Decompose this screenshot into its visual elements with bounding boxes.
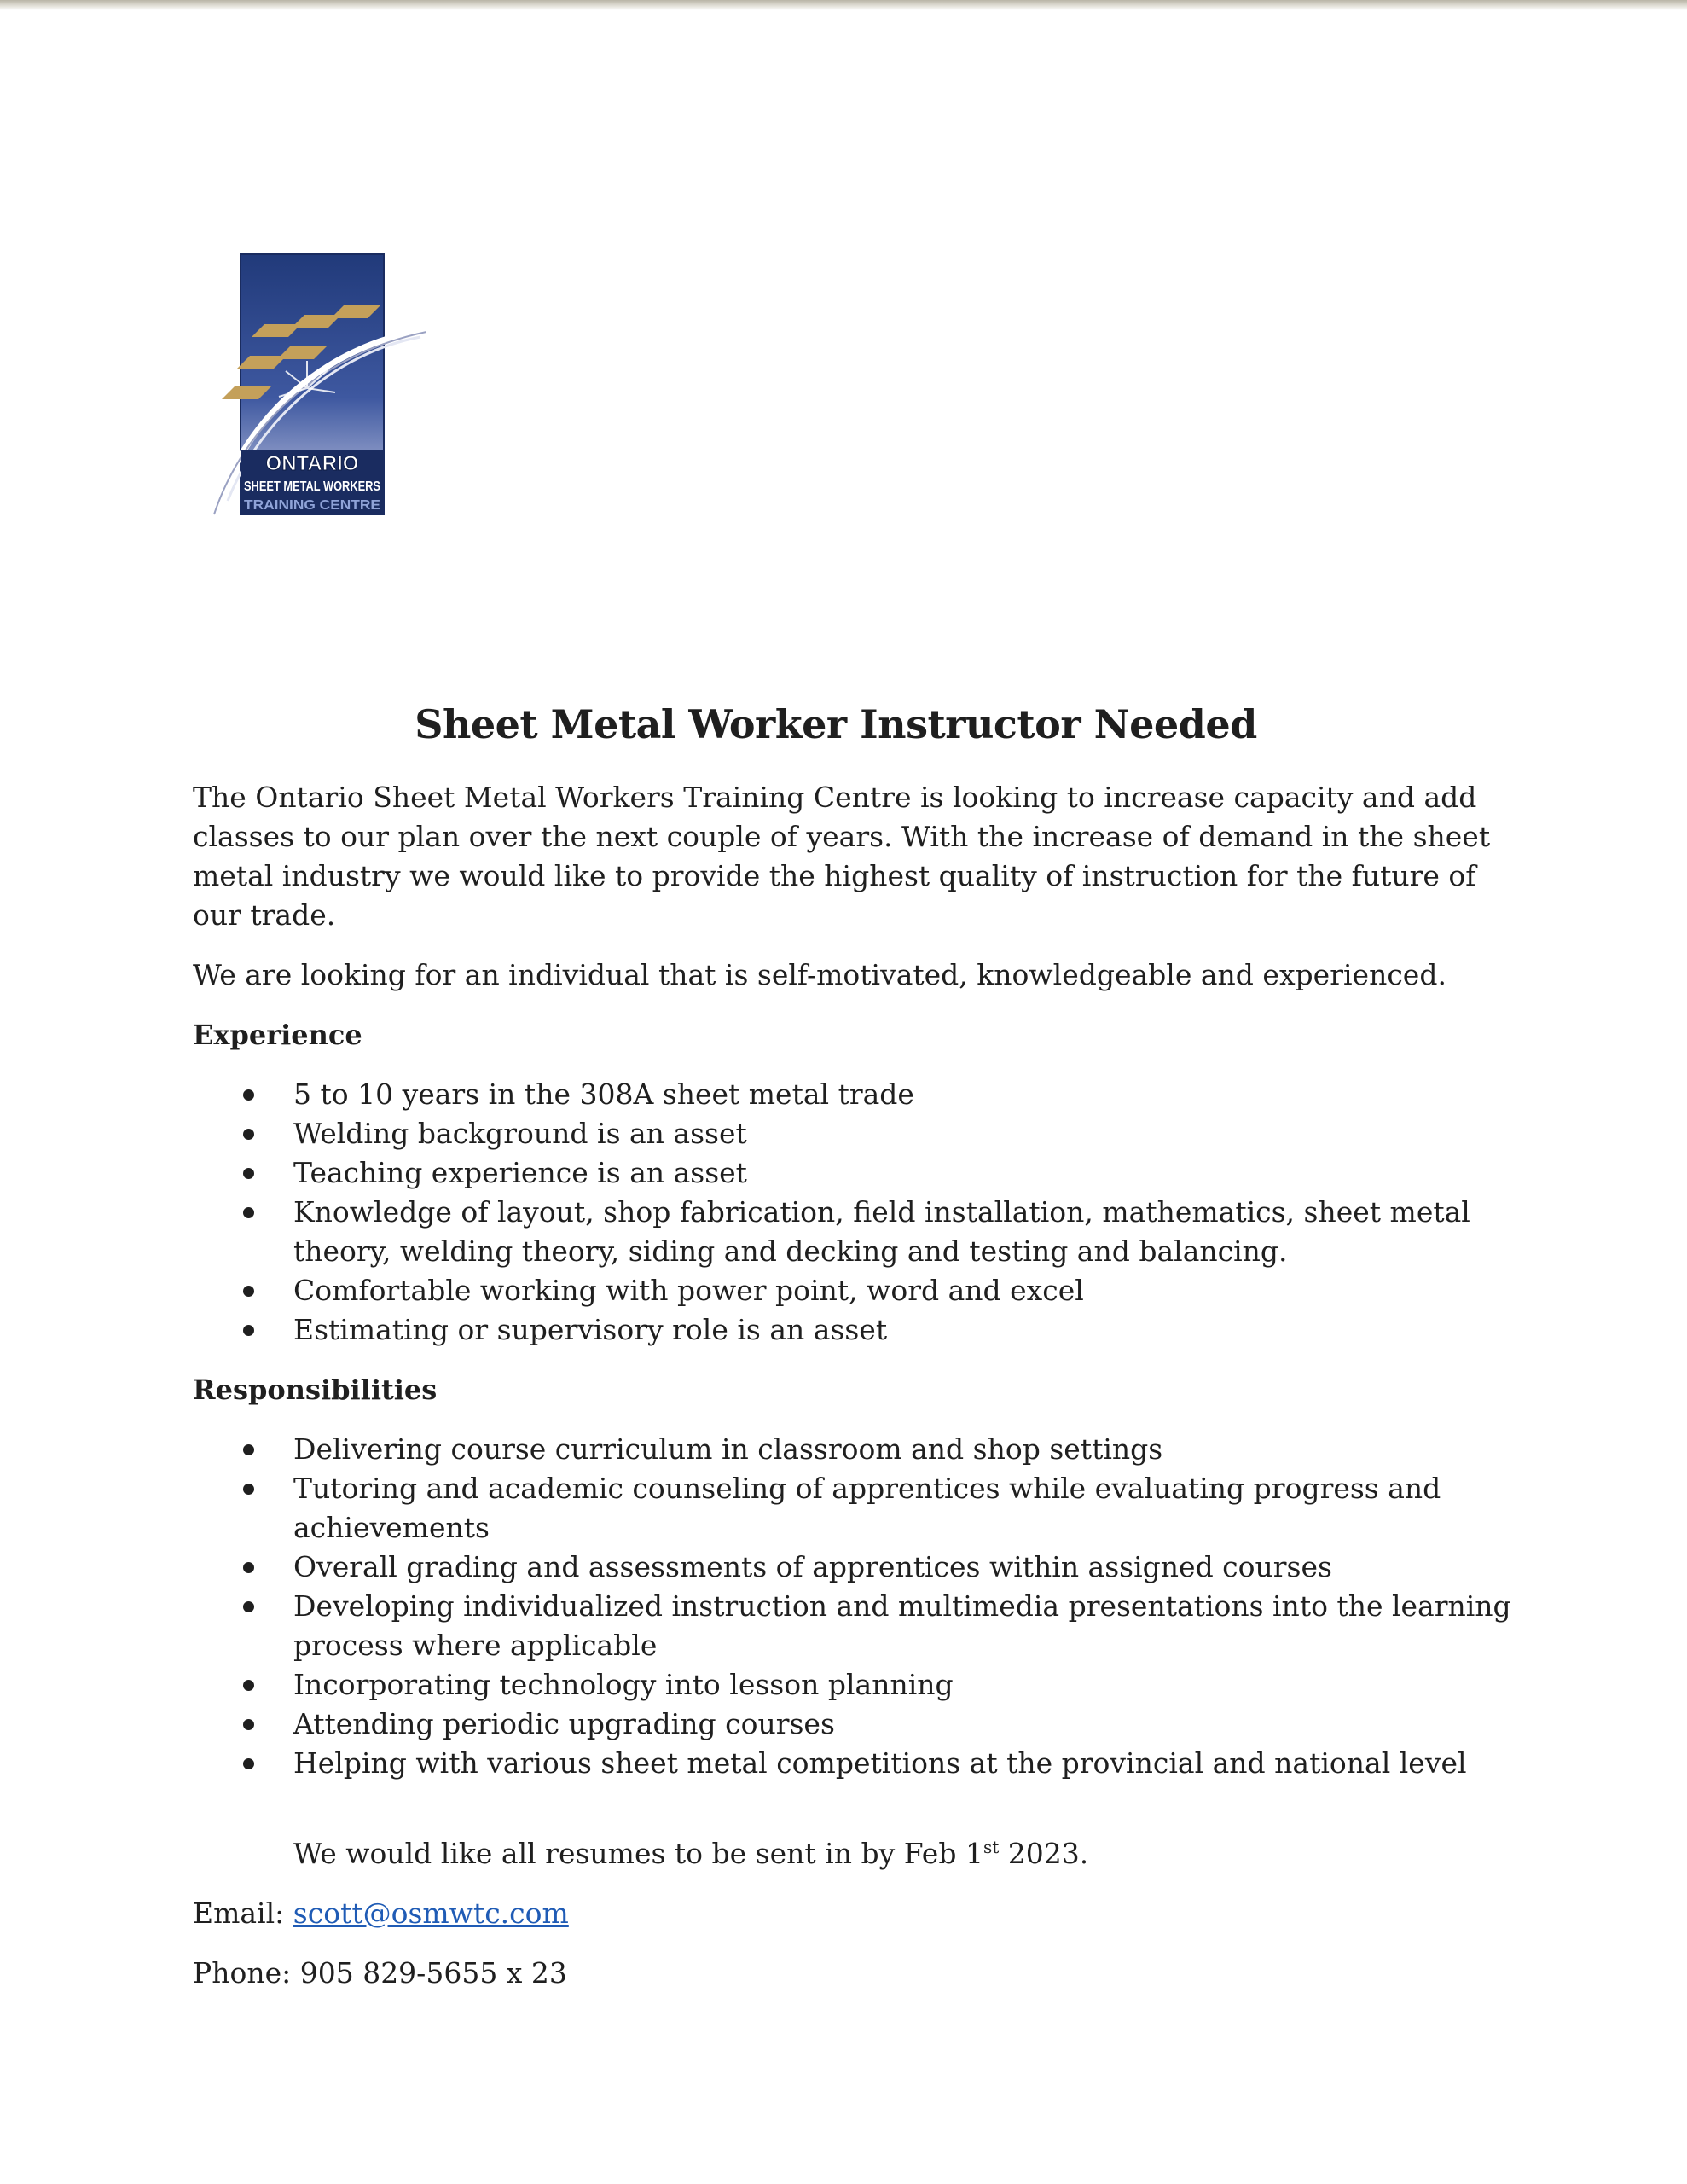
bullet-icon [243, 1325, 254, 1336]
phone-line [193, 1954, 1523, 1993]
bullet-icon [243, 1601, 254, 1612]
logo-line1: ONTARIO [265, 452, 359, 475]
deadline-note [193, 1834, 1523, 1873]
list-item-text: Teaching experience is an asset [293, 1156, 747, 1189]
list-item [193, 1310, 1523, 1350]
osmwtc-logo [200, 252, 426, 520]
list-item-text: Comfortable working with power point, word and excel [293, 1274, 1084, 1307]
bullet-icon [243, 1444, 254, 1455]
list-item [193, 1114, 1523, 1153]
phone-number: 905 829-5655 x 23 [299, 1956, 567, 1989]
phone-label: Phone: [193, 1956, 300, 1989]
experience-heading: Experience [193, 1019, 362, 1051]
list-item-text: 5 to 10 years in the 308A sheet metal trade [293, 1077, 914, 1111]
bullet-icon [243, 1719, 254, 1730]
experience-list [193, 1075, 1523, 1350]
email-label: Email: [193, 1896, 293, 1930]
email-line [193, 1894, 1523, 1933]
bullet-icon [243, 1758, 254, 1769]
looking-for-paragraph: We are looking for an individual that is self-motivated, knowledgeable and experienced. [193, 958, 1446, 991]
list-item [193, 1193, 1523, 1271]
list-item [193, 1665, 1523, 1705]
bullet-icon [243, 1207, 254, 1218]
list-item-text: Overall grading and assessments of apprentices within assigned courses [293, 1550, 1332, 1583]
list-item [193, 1548, 1523, 1587]
list-item [193, 1744, 1523, 1783]
list-item-text: Helping with various sheet metal competitions at the provincial and national level [293, 1746, 1467, 1780]
list-item [193, 1271, 1523, 1310]
deadline-text: We would like all resumes to be sent in by Feb 1 [293, 1837, 983, 1870]
list-item [193, 1705, 1523, 1744]
list-item-text: Developing individualized instruction and multimedia presentations into the learning process where applicable [293, 1589, 1511, 1662]
list-item [193, 1587, 1523, 1665]
list-item-text: Knowledge of layout, shop fabrication, field installation, mathematics, sheet metal theory, welding theory, siding and decking and testing and balancing. [293, 1195, 1470, 1268]
list-item [193, 1153, 1523, 1193]
bullet-icon [243, 1562, 254, 1573]
bullet-icon [243, 1089, 254, 1101]
responsibilities-heading: Responsibilities [193, 1374, 438, 1406]
responsibilities-list [193, 1430, 1523, 1783]
list-item-text: Incorporating technology into lesson planning [293, 1668, 954, 1701]
bullet-icon [243, 1680, 254, 1691]
list-item-text: Tutoring and academic counseling of apprentices while evaluating progress and achievements [293, 1472, 1441, 1544]
list-item-text: Attending periodic upgrading courses [293, 1707, 835, 1740]
email-link[interactable]: scott@osmwtc.com [293, 1896, 569, 1930]
list-item-text: Estimating or supervisory role is an asset [293, 1313, 888, 1346]
scan-edge [0, 0, 1687, 10]
bullet-icon [243, 1286, 254, 1297]
page-title: Sheet Metal Worker Instructor Needed [415, 701, 1257, 747]
list-item [193, 1469, 1523, 1548]
bullet-icon [243, 1129, 254, 1140]
deadline-ordinal: st [983, 1837, 1000, 1857]
list-item [193, 1075, 1523, 1114]
list-item [193, 1430, 1523, 1469]
bullet-icon [243, 1168, 254, 1179]
list-item-text: Welding background is an asset [293, 1117, 747, 1150]
logo-line3: TRAINING CENTRE [244, 498, 381, 513]
document-body [193, 778, 1523, 2013]
bullet-icon [243, 1484, 254, 1495]
deadline-year: 2023. [999, 1837, 1089, 1870]
logo-line2: SHEET METAL WORKERS [244, 479, 381, 494]
intro-paragraph: The Ontario Sheet Metal Workers Training Centre is looking to increase capacity and add classes to our plan over the next couple of years. With the increase of demand in the sheet metal industry we would like to provide the highest quality of instruction for the future of our trade. [193, 781, 1491, 932]
list-item-text: Delivering course curriculum in classroom and shop settings [293, 1432, 1163, 1466]
